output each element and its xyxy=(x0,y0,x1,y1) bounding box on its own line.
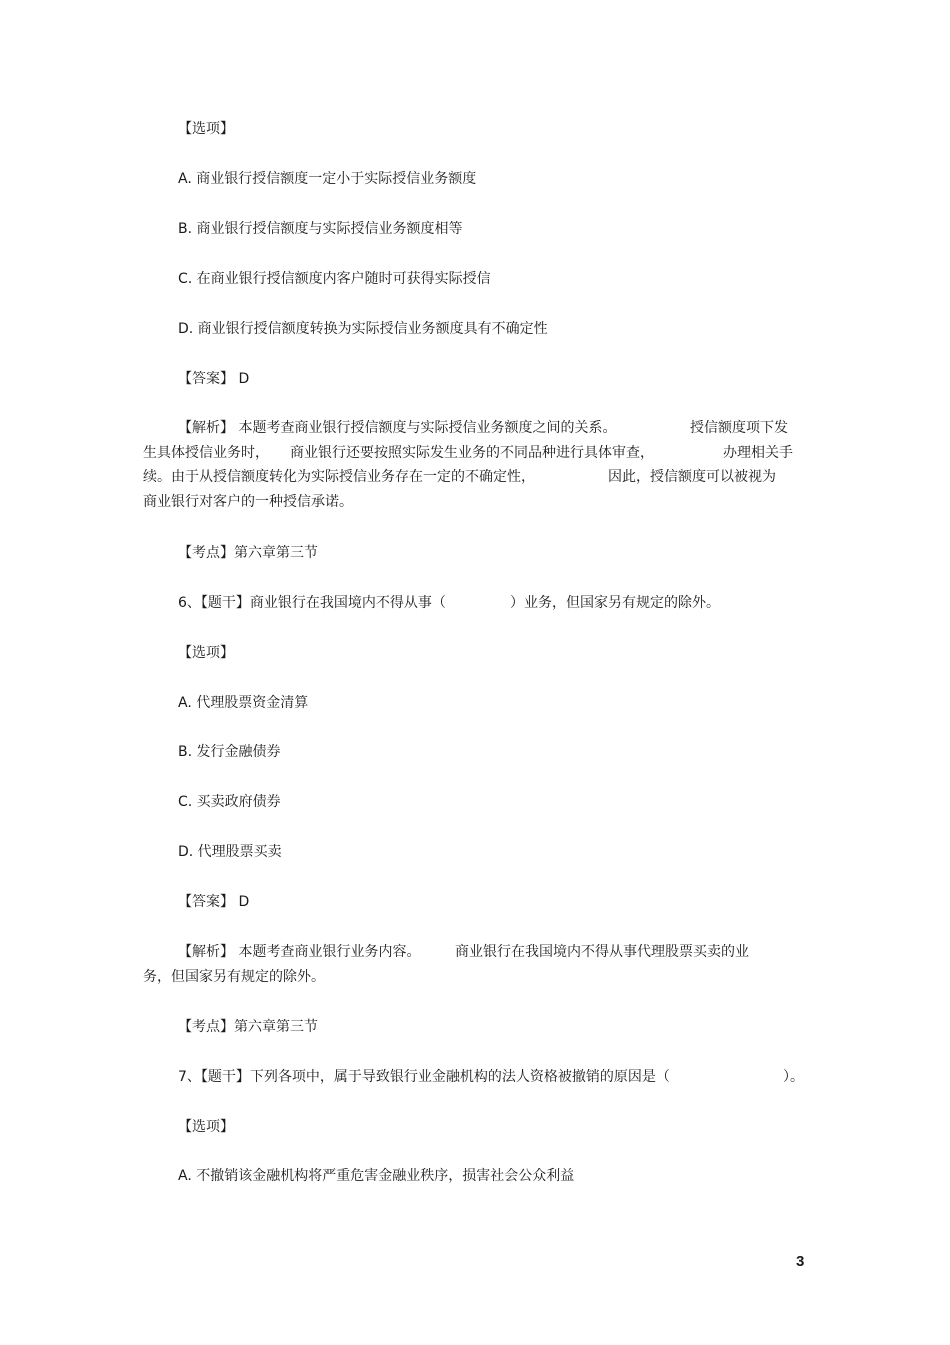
q6-stem-part-2: ）业务，但国家另有规定的除外。 xyxy=(510,595,720,611)
q5-analysis-line-4: 商业银行对客户的一种授信承诺。 xyxy=(143,494,353,510)
q5-analysis-line-1b: 授信额度项下发 xyxy=(690,420,788,436)
q5-option-c: C. 在商业银行授信额度内客户随时可获得实际授信 xyxy=(178,271,491,287)
q6-kaodian: 【考点】第六章第三节 xyxy=(178,1019,318,1035)
q5-analysis-line-3a: 续。由于从授信额度转化为实际授信业务存在一定的不确定性， xyxy=(143,469,535,485)
q5-analysis-line-3b: 因此，授信额度可以被视为 xyxy=(608,469,776,485)
page-number: 3 xyxy=(796,1253,805,1270)
q5-options-header: 【选项】 xyxy=(178,121,234,137)
q5-kaodian: 【考点】第六章第三节 xyxy=(178,545,318,561)
q5-analysis-line-2c: 办理相关手 xyxy=(723,445,793,461)
q5-analysis-line-1a: 【解析】 本题考查商业银行授信额度与实际授信业务额度之间的关系。 xyxy=(178,420,617,436)
q6-analysis-line-1b: 商业银行在我国境内不得从事代理股票买卖的业 xyxy=(455,944,749,960)
q6-analysis-line-1a: 【解析】 本题考查商业银行业务内容。 xyxy=(178,944,421,960)
q6-analysis-line-2: 务，但国家另有规定的除外。 xyxy=(143,969,325,985)
q7-stem-part-1: 7、【题干】下列各项中，属于导致银行业金融机构的法人资格被撤销的原因是（ xyxy=(178,1069,670,1085)
q6-option-c: C. 买卖政府债券 xyxy=(178,794,281,810)
q6-option-d: D. 代理股票买卖 xyxy=(178,844,282,860)
q7-options-header: 【选项】 xyxy=(178,1119,234,1135)
q5-option-d: D. 商业银行授信额度转换为实际授信业务额度具有不确定性 xyxy=(178,321,548,337)
q7-stem-part-2: ）。 xyxy=(783,1069,804,1085)
q6-stem-part-1: 6、【题干】商业银行在我国境内不得从事（ xyxy=(178,595,446,611)
q5-analysis-line-2b: 商业银行还要按照实际发生业务的不同品种进行具体审查， xyxy=(290,445,654,461)
q7-option-a: A. 不撤销该金融机构将严重危害金融业秩序，损害社会公众利益 xyxy=(178,1168,575,1184)
q6-option-a: A. 代理股票资金清算 xyxy=(178,695,309,711)
q6-options-header: 【选项】 xyxy=(178,645,234,661)
q5-analysis-line-2a: 生具体授信业务时， xyxy=(143,445,269,461)
q5-option-a: A. 商业银行授信额度一定小于实际授信业务额度 xyxy=(178,171,477,187)
q5-answer: 【答案】 D xyxy=(178,371,250,387)
q6-answer: 【答案】 D xyxy=(178,894,250,910)
q6-option-b: B. 发行金融债券 xyxy=(178,744,281,760)
q5-option-b: B. 商业银行授信额度与实际授信业务额度相等 xyxy=(178,221,463,237)
